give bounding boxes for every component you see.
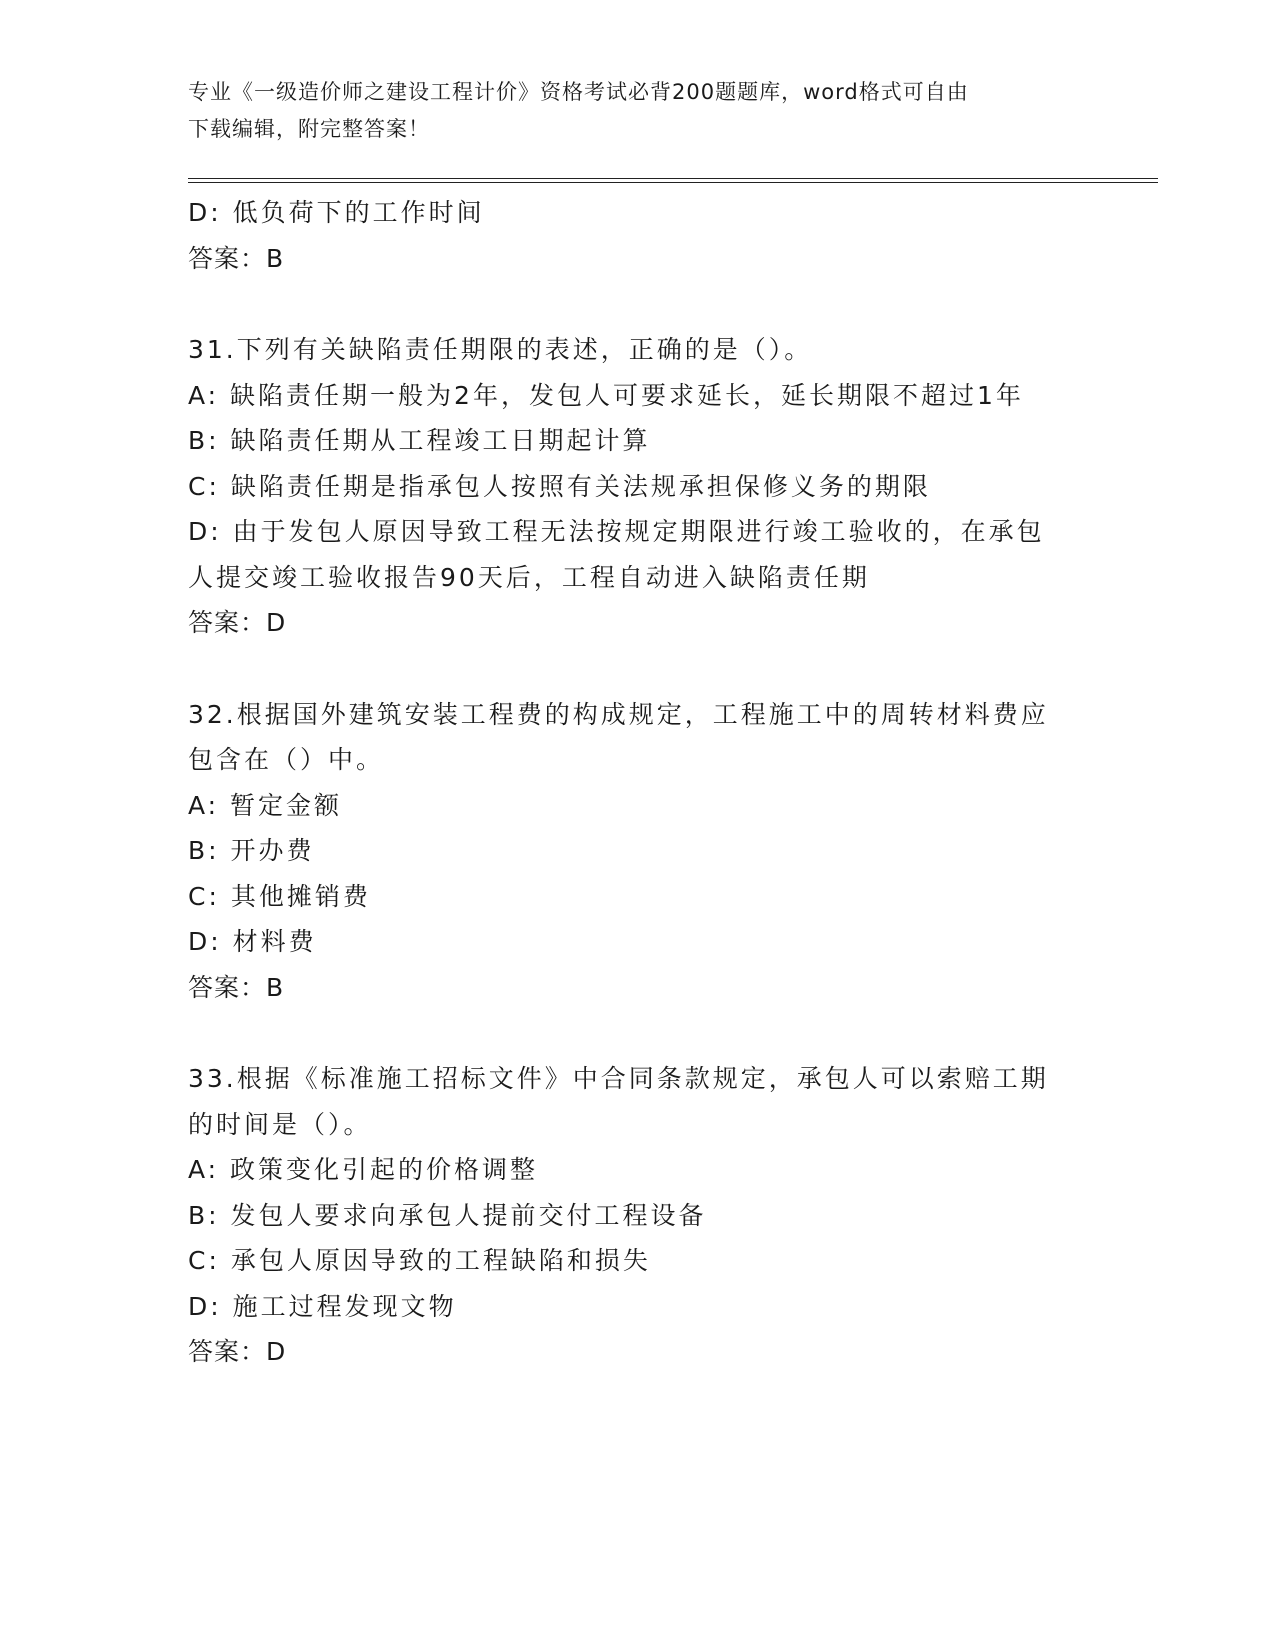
question-stem-continued: 的时间是（）。 bbox=[188, 1109, 372, 1139]
option-d: D: 材料费 bbox=[188, 927, 317, 956]
option-a: A: 政策变化引起的价格调整 bbox=[188, 1155, 539, 1184]
question-stem-continued: 包含在（）中。 bbox=[188, 745, 385, 774]
option-d-continued: 人提交竣工验收报告90天后，工程自动进入缺陷责任期 bbox=[188, 562, 870, 592]
option-a: A: 缺陷责任期一般为2年，发包人可要求延长，延长期限不超过1年 bbox=[188, 380, 1024, 410]
option-c: C: 缺陷责任期是指承包人按照有关法规承担保修义务的期限 bbox=[188, 471, 931, 501]
question-stem: 32.根据国外建筑安装工程费的构成规定，工程施工中的周转材料费应 bbox=[188, 699, 1049, 729]
answer-label: 答案：D bbox=[188, 1337, 287, 1366]
question-31 bbox=[188, 327, 1088, 646]
option-c: C: 其他摊销费 bbox=[188, 881, 371, 911]
answer-label: 答案：B bbox=[188, 243, 285, 273]
document-body bbox=[188, 190, 1088, 1375]
option-c: C: 承包人原因导致的工程缺陷和损失 bbox=[188, 1246, 651, 1275]
question-33 bbox=[188, 1056, 1088, 1375]
option-d: D: 低负荷下的工作时间 bbox=[188, 198, 485, 227]
page-header bbox=[188, 74, 1088, 148]
question-stem: 33.根据《标准施工招标文件》中合同条款规定，承包人可以索赔工期 bbox=[188, 1064, 1049, 1093]
option-b: B: 开办费 bbox=[188, 836, 315, 865]
answer-label: 答案：B bbox=[188, 972, 285, 1002]
option-b: B: 缺陷责任期从工程竣工日期起计算 bbox=[188, 426, 651, 455]
question-stem: 31.下列有关缺陷责任期限的表述，正确的是（）。 bbox=[188, 335, 813, 364]
question-32 bbox=[188, 692, 1088, 1011]
spacer bbox=[188, 281, 1088, 327]
header-line-2: 下载编辑，附完整答案！ bbox=[188, 117, 430, 141]
option-d: D: 由于发包人原因导致工程无法按规定期限进行竣工验收的，在承包 bbox=[188, 517, 1045, 546]
header-line-1: 专业《一级造价师之建设工程计价》资格考试必背200题题库，word格式可自由 bbox=[188, 80, 969, 104]
spacer bbox=[188, 1010, 1088, 1056]
answer-label: 答案：D bbox=[188, 608, 287, 637]
prev-question bbox=[188, 190, 1088, 281]
spacer bbox=[188, 646, 1088, 692]
option-b: B: 发包人要求向承包人提前交付工程设备 bbox=[188, 1200, 707, 1230]
option-a: A: 暂定金额 bbox=[188, 790, 343, 820]
option-d: D: 施工过程发现文物 bbox=[188, 1291, 457, 1321]
header-divider bbox=[188, 178, 1158, 183]
